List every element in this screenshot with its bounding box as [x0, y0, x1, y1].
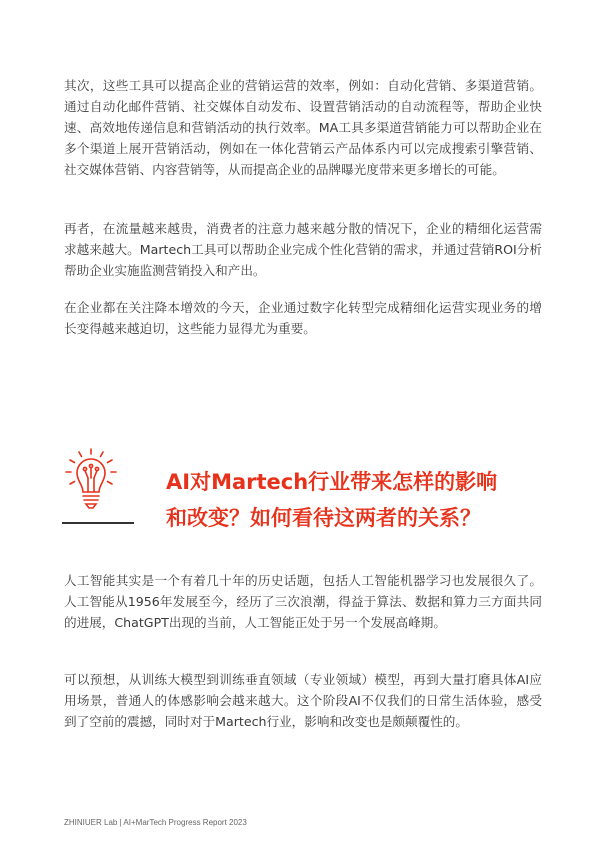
paragraph-cost-reduction: 在企业都在关注降本增效的今天，企业通过数字化转型完成精细化运营实现业务的增长变得越来越迫切，这些能力显得尤为重要。: [64, 300, 542, 336]
page-footer: ZHINIUER Lab | AI+MarTech Progress Report 2023: [64, 818, 247, 827]
section-divider: [62, 522, 134, 524]
lightbulb-icon: [64, 447, 118, 513]
paragraph-refined-operations: 再者，在流量越来越贵，消费者的注意力越来越分散的情况下，企业的精细化运营需求越来越大。Martech工具可以帮助企业完成个性化营销的需求，并通过营销ROI分析帮助企业实施监测营销投入和产出。: [64, 221, 542, 278]
paragraph-ai-impact: 可以预想，从训练大模型到训练垂直领域（专业领域）模型，再到大量打磨具体AI应用场景，普通人的体感影响会越来越大。这个阶段AI不仅我们的日常生活体验，感受到了空前的震撼，同时对于Martech行业，影响和改变也是颇颠覆性的。: [64, 672, 542, 729]
section-heading-line-1: AI对Martech行业带来怎样的影响: [166, 470, 498, 494]
paragraph-ai-history: 人工智能其实是一个有着几十年的历史话题，包括人工智能机器学习也发展很久了。人工智能从1956年发展至今，经历了三次浪潮，得益于算法、数据和算力三方面共同的进展，ChatGPT出现的当前，人工智能正处于另一个发展高峰期。: [64, 573, 542, 630]
paragraph-efficiency: 其次，这些工具可以提高企业的营销运营的效率，例如：自动化营销、多渠道营销。通过自动化邮件营销、社交媒体自动发布、设置营销活动的自动流程等，帮助企业快速、高效地传递信息和营销活动的执行效率。MA工具多渠道营销能力可以帮助企业在多个渠道上展开营销活动，例如在一体化营销云产品体系内可以完成搜索引擎营销、社交媒体营销、内容营销等，从而提高企业的品牌曝光度带来更多增长的可能。: [64, 78, 542, 177]
section-heading: [166, 464, 556, 536]
section-heading-line-2: 和改变？如何看待这两者的关系？: [166, 506, 481, 530]
